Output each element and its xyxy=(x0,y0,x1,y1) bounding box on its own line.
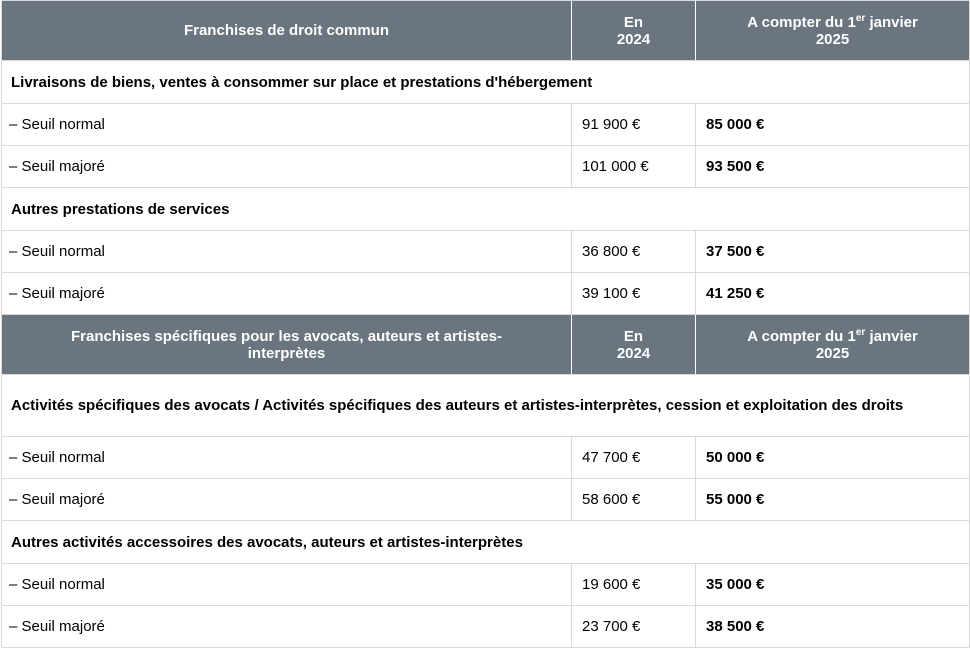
table-row xyxy=(2,231,970,273)
header-year-2024-line1: En xyxy=(623,13,644,31)
header-from-2025-post: janvier xyxy=(865,13,918,31)
header-from-2025 xyxy=(696,1,970,61)
header-from-2025-sup: er xyxy=(855,326,866,338)
header-row-specifiques xyxy=(2,315,970,375)
section-title: Autres activités accessoires des avocats, auteurs et artistes-interprètes xyxy=(2,521,970,564)
header-row-droit-commun xyxy=(2,1,970,61)
value-2025: 41 250 € xyxy=(696,273,970,315)
section-title: Livraisons de biens, ventes à consommer sur place et prestations d'hébergement xyxy=(2,61,970,104)
value-2025: 35 000 € xyxy=(696,564,970,606)
table-row xyxy=(2,564,970,606)
row-label: – Seuil majoré xyxy=(2,606,572,648)
header-year-2024 xyxy=(572,315,696,375)
value-2025: 93 500 € xyxy=(696,146,970,188)
value-2025: 37 500 € xyxy=(696,231,970,273)
value-2024: 23 700 € xyxy=(572,606,696,648)
value-2025: 38 500 € xyxy=(696,606,970,648)
franchise-thresholds-table xyxy=(1,0,970,648)
section-row xyxy=(2,188,970,231)
header-from-2025-sup: er xyxy=(855,12,866,24)
row-label: – Seuil majoré xyxy=(2,479,572,521)
value-2025: 55 000 € xyxy=(696,479,970,521)
header-franchise-type xyxy=(2,315,572,375)
row-label: – Seuil majoré xyxy=(2,273,572,315)
table-row xyxy=(2,104,970,146)
section-title: Activités spécifiques des avocats / Activités spécifiques des auteurs et artistes-interprètes, cession et exploitation des droits xyxy=(2,375,970,437)
value-2024: 47 700 € xyxy=(572,437,696,479)
header-franchise-type-label: Franchises de droit commun xyxy=(183,22,390,39)
value-2024: 58 600 € xyxy=(572,479,696,521)
row-label: – Seuil majoré xyxy=(2,146,572,188)
header-year-2024 xyxy=(572,1,696,61)
header-franchise-type xyxy=(2,1,572,61)
header-franchise-type-label: Franchises spécifiques pour les avocats, auteurs et artistes-interprètes xyxy=(70,327,502,362)
section-row xyxy=(2,521,970,564)
header-from-2025-line2: 2025 xyxy=(815,30,850,48)
header-from-2025-pre: A compter du 1 xyxy=(747,327,856,345)
row-label: – Seuil normal xyxy=(2,564,572,606)
value-2024: 36 800 € xyxy=(572,231,696,273)
value-2025: 85 000 € xyxy=(696,104,970,146)
table-row xyxy=(2,606,970,648)
table-row xyxy=(2,479,970,521)
section-row xyxy=(2,375,970,437)
header-from-2025-pre: A compter du 1 xyxy=(747,13,856,31)
value-2025: 50 000 € xyxy=(696,437,970,479)
header-from-2025-line2: 2025 xyxy=(815,344,850,362)
row-label: – Seuil normal xyxy=(2,437,572,479)
value-2024: 19 600 € xyxy=(572,564,696,606)
section-title: Autres prestations de services xyxy=(2,188,970,231)
table-row xyxy=(2,437,970,479)
header-year-2024-line2: 2024 xyxy=(616,30,651,48)
header-year-2024-line1: En xyxy=(623,327,644,345)
header-from-2025 xyxy=(696,315,970,375)
header-year-2024-line2: 2024 xyxy=(616,344,651,362)
section-row xyxy=(2,61,970,104)
value-2024: 91 900 € xyxy=(572,104,696,146)
table-row xyxy=(2,146,970,188)
header-from-2025-line1 xyxy=(705,328,960,345)
value-2024: 101 000 € xyxy=(572,146,696,188)
header-from-2025-post: janvier xyxy=(865,327,918,345)
header-from-2025-line1 xyxy=(705,14,960,31)
row-label: – Seuil normal xyxy=(2,231,572,273)
row-label: – Seuil normal xyxy=(2,104,572,146)
value-2024: 39 100 € xyxy=(572,273,696,315)
table-row xyxy=(2,273,970,315)
